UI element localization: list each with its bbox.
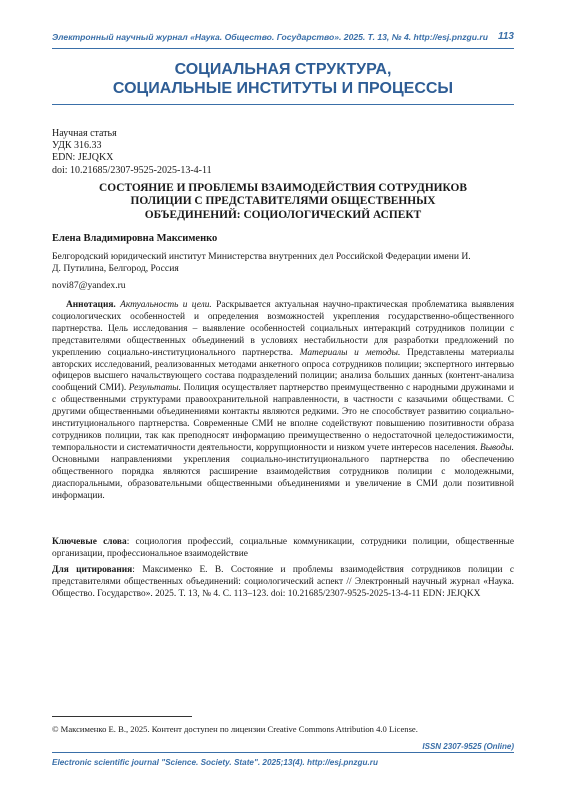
running-footer: Electronic scientific journal "Science. Society. State". 2025;13(4). http://esj.pnzgu.ru [52, 758, 378, 767]
conclusions-text: Основными направлениями укрепления социально-институционального партнерства по обеспечению общественного порядка являются расширение взаимодействия сотрудников полиции с молодежными, диаспоральными, образовательными общественными объединениями и увеличение в СМИ доли позитивной информации. [52, 454, 514, 501]
methods-text: Представлены материалы авторских исследований, реализованных методами анкетного опроса сотрудников полиции; экспертного интервью офицеров высшего начальствующего состава подразделений полиции; анализа больших данных (контент-анализа сообщений СМИ). [52, 347, 515, 394]
article-meta [52, 128, 212, 177]
aims-label: Актуальность и цели. [120, 300, 212, 310]
doi: doi: 10.21685/2307-9525-2025-13-4-11 [52, 164, 212, 176]
citation-text: : Максименко Е. В. Состояние и проблемы взаимодействия сотрудников полиции с представителями общественных объединений: социологический аспект // Электронный научный журнал «Наука. Общество. Государство». 2025. Т. 13, № 4. С. 113–123. doi: 10.21685/2307-9525-2025-13-4-11 EDN: JEJQKX [52, 565, 515, 599]
citation [52, 565, 514, 601]
footer-rule [52, 752, 514, 753]
abstract-label: Аннотация. [66, 300, 116, 310]
section-title-line1: СОЦИАЛЬНАЯ СТРУКТУРА, [174, 61, 392, 78]
edn: EDN: JEJQKX [52, 152, 114, 164]
section-rule [52, 104, 514, 105]
keywords-text: : социология профессий, социальные коммуникации, сотрудники полиции, общественные организации, профессиональное взаимодействие [52, 537, 515, 559]
title-line3: ОБЪЕДИНЕНИЙ: СОЦИОЛОГИЧЕСКИЙ АСПЕКТ [144, 208, 422, 221]
results-text: Полиция осуществляет партнерство преимущественно с народными дружинами и с общественными структурами правоохранительной направленности, в частности с казачьими обществами. С другими общественными объединениями контакты являются редкими. Это не способствует развитию социально-институционального партнерства. Современные СМИ не вполне содействуют повышению позитивности образа сотрудников полиции, так как преподносят информацию преимущественно о недостаточной целедостижимости, темпоральности и систематичности деятельности, коррупционности и низком учете интересов населения. [52, 383, 515, 453]
aims-text: Раскрывается актуальная научно-практическая проблематика выявления социологических особенностей и определения возможностей укрепления государственно-общественного партнерства. Цель исследования – выявление особенностей социальных интеракций сотрудников полиции с представителями общественных объединений в условиях нестабильности для разработки предложений по укреплению социально-институционального партнерства. [52, 300, 515, 358]
author-email[interactable]: novi87@yandex.ru [52, 280, 126, 291]
conclusions-label: Выводы. [479, 442, 514, 453]
udk: УДК 316.33 [52, 140, 102, 152]
running-header [52, 32, 514, 46]
issn: ISSN 2307-9525 (Online) [422, 742, 514, 751]
footnote-rule [52, 716, 192, 717]
author-affiliation: Белгородский юридический институт Министерства внутренних дел Российской Федерации имени И. Д. Путилина, Белгород, Россия [52, 251, 471, 274]
results-label: Результаты. [128, 383, 181, 394]
title-line1: СОСТОЯНИЕ И ПРОБЛЕМЫ ВЗАИМОДЕЙСТВИЯ СОТРУДНИКОВ [99, 182, 467, 194]
title-line2: ПОЛИЦИИ С ПРЕДСТАВИТЕЛЯМИ ОБЩЕСТВЕННЫХ [130, 195, 436, 208]
license-footnote: © Максименко Е. В., 2025. Контент доступен по лицензии Creative Commons Attribution 4.0 License. [52, 724, 418, 734]
article-type: Научная статья [52, 128, 117, 139]
section-title-line2: СОЦИАЛЬНЫЕ ИНСТИТУТЫ И ПРОЦЕССЫ [112, 80, 454, 97]
journal-header-text: Электронный научный журнал «Наука. Общество. Государство». 2025. Т. 13, № 4. http://esj.pnzgu.ru [52, 32, 488, 42]
section-title [52, 60, 514, 98]
citation-label: Для цитирования [52, 565, 133, 575]
header-rule [52, 48, 514, 49]
page-number: 113 [498, 31, 514, 42]
keywords [52, 537, 514, 561]
methods-label: Материалы и методы. [299, 347, 401, 358]
author-name: Елена Владимировна Максименко [52, 233, 218, 244]
abstract [52, 300, 514, 502]
article-title [52, 182, 514, 222]
keywords-label: Ключевые слова [52, 537, 127, 547]
